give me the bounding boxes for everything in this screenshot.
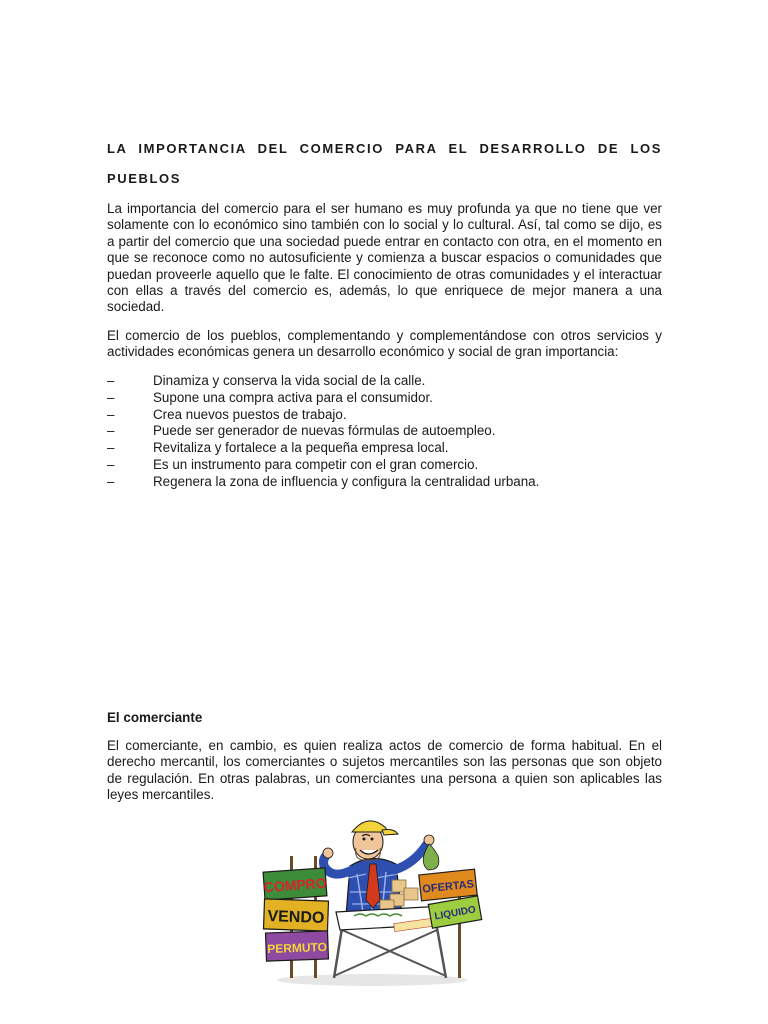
document-title: LA IMPORTANCIA DEL COMERCIO PARA EL DESARROLLO DE LOS PUEBLOS (107, 141, 662, 186)
ofertas-sign (419, 869, 477, 901)
compro-sign (263, 868, 327, 900)
intro-paragraph: La importancia del comercio para el ser humano es muy profunda ya que no tiene que ver solamente con lo económico sino también con lo social y lo cultural. Así, tal como se dijo, es a partir del comercio que una sociedad puede entrar en contacto con otra, en el momento en que se reconoce como no autosuficiente y comienza a buscar espacios o comunidades que puedan proveerle aquello que le falte. El conocimiento de otras comunidades y el interactuar con ellas a través del comercio es, además, lo que enriquece de mejor manera a una sociedad. (107, 201, 662, 315)
permuto-sign (266, 931, 329, 961)
permuto-label: PERMUTO (266, 939, 328, 957)
compro-label: COMPRO (263, 874, 328, 896)
list-item-text: Dinamiza y conserva la vida social de la calle. (153, 373, 426, 388)
merchant-cartoon-illustration (262, 808, 484, 988)
commerce-paragraph: El comercio de los pueblos, complementando y complementándose con otros servicios y actividades económicas genera un desarrollo económico y social de gran importancia: (107, 328, 662, 360)
list-item (107, 407, 662, 424)
dash-marker: – (107, 406, 115, 422)
list-item (107, 457, 662, 474)
list-item (107, 440, 662, 457)
list-item-text: Supone una compra activa para el consumidor. (153, 389, 433, 405)
list-item (107, 373, 662, 390)
vendo-sign (263, 899, 328, 931)
list-item-text: Puede ser generador de nuevas fórmulas de autoempleo. (153, 423, 496, 439)
dash-marker: – (107, 440, 115, 456)
list-item (107, 390, 662, 407)
liquido-sign (428, 896, 481, 928)
list-item (107, 423, 662, 440)
benefits-list (107, 373, 662, 491)
merchant-cap (352, 821, 386, 832)
list-item-text: Revitaliza y fortalece a la pequeña empresa local. (153, 440, 449, 456)
dash-marker: – (107, 473, 115, 489)
dash-marker: – (107, 389, 115, 405)
list-item-text: Regenera la zona de influencia y configura la centralidad urbana. (153, 473, 540, 489)
dash-marker: – (107, 373, 115, 388)
merchant-paragraph: El comerciante, en cambio, es quien realiza actos de comercio de forma habitual. En el derecho mercantil, los comerciantes o sujetos mercantiles son las personas que son objeto de regulación. En otras palabras, un comerciantes una persona a quien son aplicables las leyes mercantiles. (107, 738, 662, 803)
dash-marker: – (107, 423, 115, 439)
list-item-text: Es un instrumento para competir con el gran comercio. (153, 456, 479, 472)
vendo-label: VENDO (267, 908, 325, 927)
dash-marker: – (107, 456, 115, 472)
list-item (107, 474, 662, 491)
list-item-text: Crea nuevos puestos de trabajo. (153, 406, 347, 422)
liquido-label: LIQUIDO (433, 904, 477, 923)
section-heading: El comerciante (107, 710, 203, 725)
ofertas-label: OFERTAS (421, 878, 475, 896)
